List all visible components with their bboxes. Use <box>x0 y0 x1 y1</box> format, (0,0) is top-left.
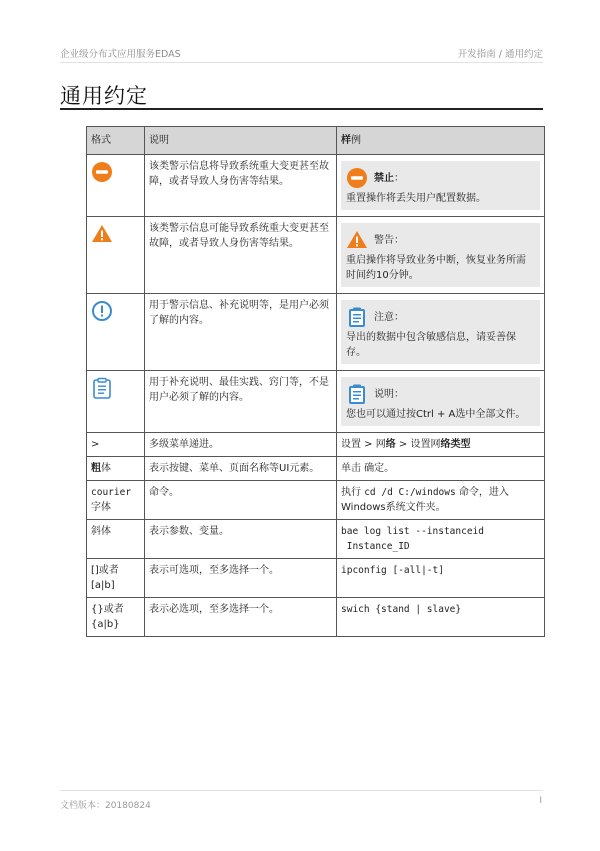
header-description: 说明 <box>145 127 337 155</box>
example-cell: 执行 cd /d C:/windows 命令，进入Windows系统文件夹。 <box>337 481 545 520</box>
product-name: 企业级分布式应用服务EDAS <box>60 49 181 60</box>
description-cell: 用于补充说明、最佳实践、窍门等，不是用户必须了解的内容。 <box>145 371 337 433</box>
format-cell <box>87 217 145 294</box>
format-cell: > <box>87 433 145 457</box>
forbidden-icon <box>346 167 368 189</box>
box-body: 您也可以通过按Ctrl + A选中全部文件。 <box>346 409 526 420</box>
breadcrumb: 开发指南 / 通用约定 <box>457 49 543 60</box>
table-row <box>87 520 545 559</box>
format-cell: {}或者{a|b} <box>87 598 145 637</box>
box-title: 注意： <box>374 311 404 323</box>
format-cell: 粗体 <box>87 457 145 481</box>
clipboard-note-icon <box>346 383 368 405</box>
description-cell: 多级菜单递进。 <box>145 433 337 457</box>
clipboard-note-icon <box>346 306 368 328</box>
description-cell: 表示按键、菜单、页面名称等UI元素。 <box>145 457 337 481</box>
page-number: I <box>539 796 542 806</box>
table-row <box>87 371 545 433</box>
example-cell: 设置 > 网络 > 设置网络类型 <box>337 433 545 457</box>
warning-triangle-icon <box>346 229 368 251</box>
doc-version: 文档版本：20180824 <box>60 801 151 811</box>
table-row <box>87 294 545 371</box>
format-cell: courier 字体 <box>87 481 145 520</box>
example-cell: ipconfig [-all|-t] <box>337 559 545 598</box>
box-title: 警告： <box>374 234 404 246</box>
title-divider <box>60 108 543 110</box>
example-cell <box>337 371 545 433</box>
example-cell <box>337 155 545 217</box>
table-row <box>87 481 545 520</box>
forbidden-icon <box>91 161 113 183</box>
description-cell: 表示必选项，至多选择一个。 <box>145 598 337 637</box>
description-cell: 表示参数、变量。 <box>145 520 337 559</box>
clipboard-note-icon <box>91 377 113 399</box>
box-body: 重置操作将丢失用户配置数据。 <box>346 193 486 204</box>
warning-notice-box <box>341 223 540 287</box>
note-box <box>341 377 540 426</box>
format-cell: 斜体 <box>87 520 145 559</box>
warning-triangle-icon <box>91 223 113 245</box>
format-cell <box>87 294 145 371</box>
conventions-table <box>86 126 545 637</box>
footer-divider <box>60 790 543 791</box>
box-title: 说明： <box>374 388 404 400</box>
table-row <box>87 559 545 598</box>
format-cell <box>87 155 145 217</box>
example-cell <box>337 294 545 371</box>
description-cell: 用于警示信息、补充说明等，是用户必须了解的内容。 <box>145 294 337 371</box>
description-cell: 该类警示信息可能导致系统重大变更甚至故障，或者导致人身伤害等结果。 <box>145 217 337 294</box>
table-row <box>87 598 545 637</box>
table-row <box>87 155 545 217</box>
attention-notice-box <box>341 300 540 364</box>
example-cell: swich {stand | slave} <box>337 598 545 637</box>
box-title: 禁止 <box>374 172 394 184</box>
example-cell: 单击 确定。 <box>337 457 545 481</box>
danger-notice-box: 禁止： 重置操作将丢失用户配置数据。 <box>341 161 540 210</box>
header-example: 样例 <box>337 127 545 155</box>
header-format: 格式 <box>87 127 145 155</box>
page-title: 通用约定 <box>60 84 148 108</box>
table-row <box>87 217 545 294</box>
box-body: 重启操作将导致业务中断，恢复业务所需时间约10分钟。 <box>346 255 526 281</box>
table-row <box>87 457 545 481</box>
format-cell: []或者[a|b] <box>87 559 145 598</box>
exclamation-circle-icon <box>91 300 113 322</box>
description-cell: 命令。 <box>145 481 337 520</box>
page-header <box>60 46 543 63</box>
box-body: 导出的数据中包含敏感信息，请妥善保存。 <box>346 332 516 358</box>
format-cell <box>87 371 145 433</box>
table-header-row <box>87 127 545 155</box>
example-cell: bae log list --instanceid Instance_ID <box>337 520 545 559</box>
example-cell <box>337 217 545 294</box>
table-row <box>87 433 545 457</box>
description-cell: 表示可选项，至多选择一个。 <box>145 559 337 598</box>
description-cell: 该类警示信息将导致系统重大变更甚至故障，或者导致人身伤害等结果。 <box>145 155 337 217</box>
